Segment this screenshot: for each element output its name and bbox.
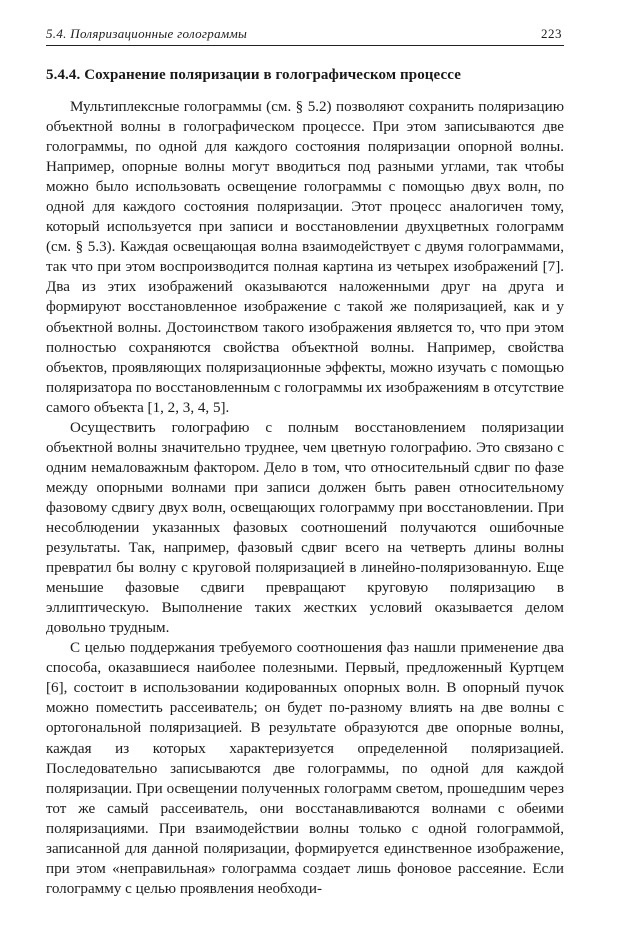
section-title: 5.4.4. Сохранение поляризации в голографическом процессе — [46, 67, 461, 83]
paragraph-2: Осуществить голографию с полным восстановлением поляризации объектной волны значительно труднее, чем цветную голографию. Это связано с одним немаловажным фактором. Дело в том, что относительный сдвиг по фазе между опорными волнами при записи должен быть равен относительному фазовому сдвигу двух волн, освещающих голограмму при восстановлении. При несоблюдении указанных фазовых соотношений получаются ошибочные результаты. Так, например, фазовый сдвиг всего на четверть длины волны превратил бы волну с круговой поляризацией в линейно-поляризованную. Еще меньшие фазовые сдвиги превращают круговую поляризацию в эллиптическую. Выполнение таких жестких условий оказывается делом довольно трудным. — [46, 419, 564, 637]
paragraph-3: С целью поддержания требуемого соотношения фаз нашли применение два способа, оказавшиеся наиболее полезными. Первый, предложенный Куртцем [6], состоит в использовании кодированных опорных волн. В опорный пучок можно поместить рассеиватель; он будет по-разному влиять на две волны с ортогональной поляризацией. В результате образуются две опорные волны, каждая из которых характеризуется определенной поляризацией. Последовательно записываются две голограммы, по одной для каждой поляризации. При освещении полученных голограмм светом, прошедшим через тот же самый рассеиватель, они восстанавливаются волнами с обеими поляризациями. При взаимодействии волны только с одной голограммой, записанной для данной поляризации, формируется единственное изображение, при этом «неправильная» голограмма создает лишь фоновое рассеяние. Если голограмму с целью проявления необходи- — [46, 640, 564, 897]
header-rule — [46, 45, 564, 46]
running-head — [46, 24, 562, 44]
running-head-section: 5.4. Поляризационные голограммы — [46, 26, 248, 41]
body-text — [46, 97, 564, 899]
page-number: 223 — [541, 26, 562, 41]
paragraph-1: Мультиплексные голограммы (см. § 5.2) позволяют сохранить поляризацию объектной волны в голографическом процессе. При этом записываются две голограммы, по одной для каждого состояния поляризации опорной волны. Например, опорные волны могут вводиться под разными углами, так чтобы можно было использовать освещение голограммы с помощью двух волн, по одной для каждого состояния поляризации. Этот процесс аналогичен тому, который используется при записи и восстановлении двухцветных голограмм (см. § 5.3). Каждая освещающая волна взаимодействует с двумя голограммами, так что при этом воспроизводится полная картина из четырех изображений [7]. Два из этих изображений оказываются наложенными друг на друга и формируют восстановленное изображение с такой же поляризацией, как и у объектной волны. Достоинством такого изображения является то, что при этом полностью сохраняются свойства объектной волны. Например, свойства объектов, проявляющих поляризационные эффекты, можно изучать с помощью поляризатора по восстановленным с голограммы их изображениям в отсутствие самого объекта [1, 2, 3, 4, 5]. — [46, 99, 564, 416]
